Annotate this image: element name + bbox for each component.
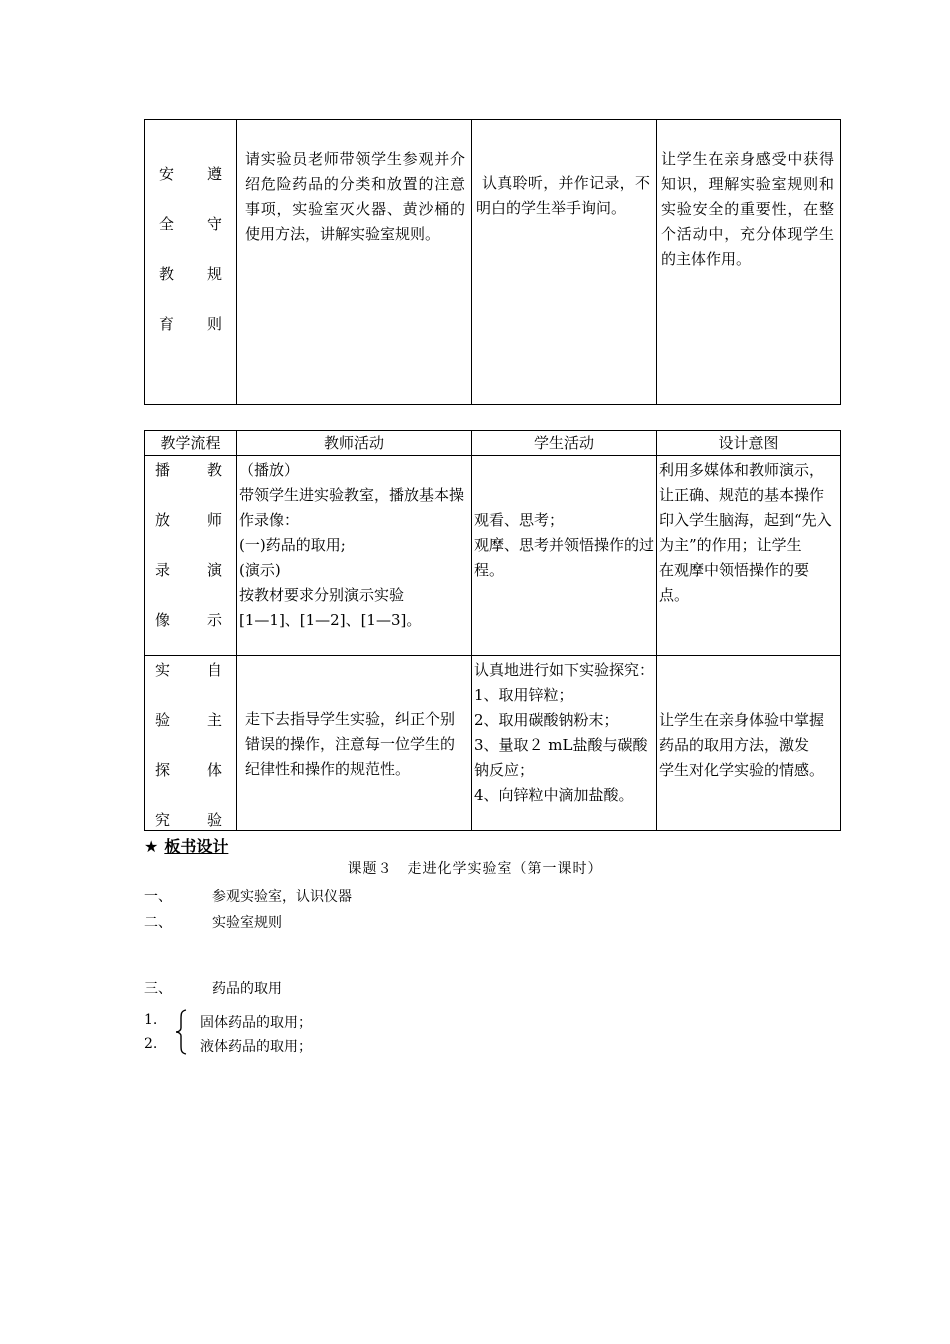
text-line: 认真地进行如下实验探究： bbox=[474, 661, 655, 679]
text-line: 让学生在亲身体验中掌握药品的取用方法，激发 bbox=[659, 711, 825, 754]
flow-char: 放 bbox=[155, 511, 171, 529]
design-intent-cell: 让学生在亲身感受中获得知识，理解实验室规则和实验安全的重要性，在整个活动中，充分体现学生的主体作用。 bbox=[657, 120, 841, 405]
text-line: 学生对化学实验的情感。 bbox=[659, 761, 825, 779]
row2-teacher-cell: 走下去指导学生实验，纠正个别错误的操作，注意每一位学生的纪律性和操作的规范性。 bbox=[237, 656, 472, 831]
text-line: （播放） bbox=[239, 461, 300, 479]
star-icon: ★ bbox=[144, 837, 159, 856]
flow-char: 守 bbox=[206, 215, 222, 233]
teaching-flow-table bbox=[144, 430, 841, 831]
header-design: 设计意图 bbox=[657, 431, 841, 456]
text-line: 3、量取２ mL盐酸与碳酸钠反应； bbox=[474, 736, 648, 779]
flow-char: 体 bbox=[206, 761, 222, 779]
flow-char: 全 bbox=[159, 215, 175, 233]
flow-char: 演 bbox=[206, 561, 222, 579]
header-student: 学生活动 bbox=[472, 431, 657, 456]
item-number: 三、 bbox=[144, 981, 172, 997]
flow-char: 验 bbox=[206, 811, 222, 829]
flow-char: 像 bbox=[155, 611, 171, 629]
sub-number: 1. bbox=[144, 1012, 158, 1028]
left-brace-icon bbox=[174, 1009, 190, 1055]
item-text: 实验室规则 bbox=[212, 915, 282, 931]
item-text: 参观实验室，认识仪器 bbox=[212, 889, 352, 905]
flow-char: 遵 bbox=[206, 165, 222, 183]
row2-design-cell bbox=[657, 656, 841, 831]
flow-char: 验 bbox=[155, 711, 171, 729]
item-text: 药品的取用 bbox=[212, 981, 282, 997]
flow-char: 育 bbox=[159, 315, 175, 333]
flow-char: 自 bbox=[206, 661, 222, 679]
board-design-heading bbox=[144, 834, 228, 857]
flow-char: 主 bbox=[206, 711, 222, 729]
flow-char: 实 bbox=[155, 661, 171, 679]
text-line: 2、取用碳酸钠粉末； bbox=[474, 711, 619, 729]
sub-number: 2. bbox=[144, 1036, 158, 1052]
text-line: 按教材要求分别演示实验 bbox=[239, 586, 405, 604]
flow-char: 教 bbox=[159, 265, 175, 283]
flow-char: 教 bbox=[206, 461, 222, 479]
safety-flow-cell bbox=[145, 120, 237, 405]
text-line: [1—1]、[1—2]、[1—3]。 bbox=[239, 611, 422, 629]
text-line: 在观摩中领悟操作的要点。 bbox=[659, 561, 810, 604]
row1-student-cell bbox=[472, 456, 657, 656]
row1-flow-cell bbox=[145, 456, 237, 656]
section-heading: 板书设计 bbox=[164, 837, 229, 856]
text-line: 带领学生进实验教室，播放基本操作录像： bbox=[239, 486, 465, 529]
flow-char: 探 bbox=[155, 761, 171, 779]
text-line: (演示) bbox=[239, 561, 281, 579]
text-line: (一)药品的取用; bbox=[239, 536, 346, 554]
flow-char: 安 bbox=[159, 165, 175, 183]
row2-flow-cell bbox=[145, 656, 237, 831]
safety-table bbox=[144, 119, 841, 405]
item-number: 二、 bbox=[144, 915, 172, 931]
row1-design-cell bbox=[657, 456, 841, 656]
flow-char: 究 bbox=[155, 811, 171, 829]
flow-char: 则 bbox=[206, 315, 222, 333]
text-line: 观看、思考； bbox=[474, 511, 565, 529]
text-line: 观摩、思考并领悟操作的过程。 bbox=[474, 536, 655, 579]
flow-char: 规 bbox=[206, 265, 222, 283]
flow-char: 示 bbox=[206, 611, 222, 629]
text-line: 印入学生脑海，起到“先入为主”的作用；让学生 bbox=[659, 511, 832, 554]
teacher-activity-cell: 请实验员老师带领学生参观并介绍危险药品的分类和放置的注意事项，实验室灭火器、黄沙桶的使用方法，讲解实验室规则。 bbox=[237, 120, 472, 405]
flow-char: 师 bbox=[206, 511, 222, 529]
item-number: 一、 bbox=[144, 889, 172, 905]
sub-text: 固体药品的取用； bbox=[200, 1015, 312, 1031]
lesson-title: 课题３ 走进化学实验室（第一课时） bbox=[347, 861, 603, 877]
row1-teacher-cell bbox=[237, 456, 472, 656]
flow-char: 录 bbox=[155, 561, 171, 579]
text-line: 4、向锌粒中滴加盐酸。 bbox=[474, 786, 634, 804]
row2-student-cell bbox=[472, 656, 657, 831]
header-flow: 教学流程 bbox=[145, 431, 237, 456]
sub-text: 液体药品的取用； bbox=[200, 1039, 312, 1055]
header-teacher: 教师活动 bbox=[237, 431, 472, 456]
flow-char: 播 bbox=[155, 461, 171, 479]
text-line: 1、取用锌粒； bbox=[474, 686, 574, 704]
student-activity-cell: 认真聆听，并作记录，不明白的学生举手询问。 bbox=[472, 120, 657, 405]
text-line: 利用多媒体和教师演示，让正确、规范的基本操作 bbox=[659, 461, 825, 504]
